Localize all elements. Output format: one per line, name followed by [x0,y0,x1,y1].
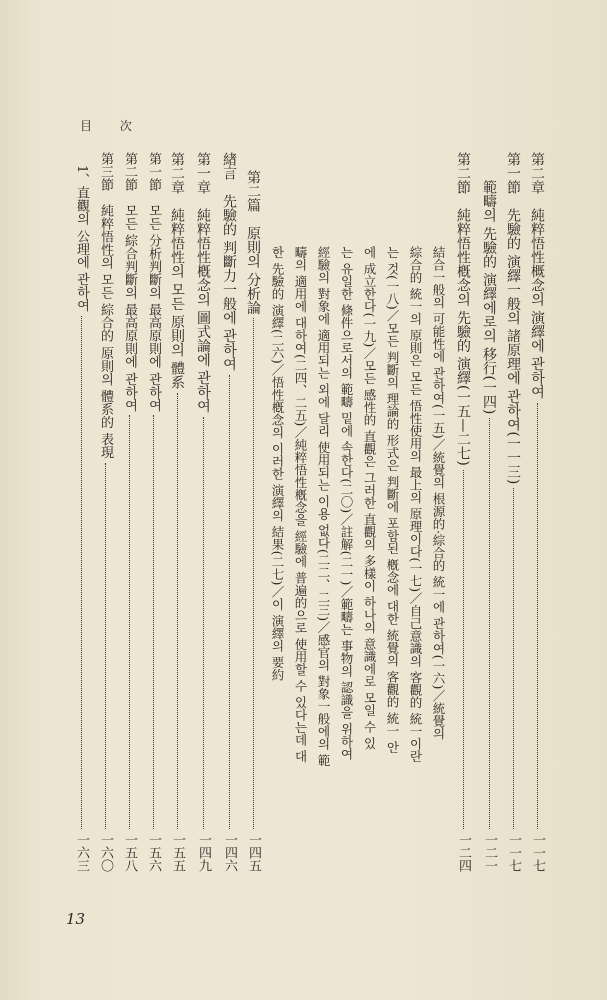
toc-page-number: 一二一 [482,833,497,872]
toc-entry-title: 1、直觀의 公理에 관하여 [74,152,89,312]
toc-entry [242,170,264,872]
toc-entry-title: 第二節 純粹悟性槪念의 先驗的 演繹(一五—二七) [455,152,471,466]
toc-entry-title: 第一節 모든 分析判斷의 最高原則에 관하여 [146,152,161,412]
toc-entry-title: 緖言 先驗的 判斷力一般에 관하여 [221,152,237,371]
toc-entry [478,152,500,872]
leader-dots [253,318,254,829]
toc-page-number: 一六三 [74,833,89,872]
toc-page-number: 一五六 [146,833,161,872]
toc-summary-line: 는 것(一八)／모든 判斷의 理論的 形式은 判斷에 포함된 槪念에 대한 統覺의 客觀的 統一 안 [385,246,400,754]
toc-entry-title: 第二章 純粹悟性의 모든 原則의 體系 [169,152,185,390]
toc-summary-line: 한 先驗的 演繹(二六)／悟性槪念의 이러한 演繹의 結果(二七)／이 演繹의 要約 [270,246,285,681]
leader-dots [129,415,130,829]
toc-entry [166,152,188,872]
toc-entry-title: 範疇의 先驗的 演繹에로의 移行(一四) [481,152,497,415]
toc-summary-line: 에 成立한다(一九)／모든 感性的 直觀은 그러한 直觀의 多樣이 하나의 意識에로 모일 수 있 [362,246,377,750]
toc-entry [192,152,214,872]
toc-entry [452,152,474,872]
leader-dots [513,488,514,829]
toc-entry-title: 第一章 純粹悟性槪念의 圖式論에 관하여 [195,152,211,413]
toc-page-number: 一五五 [170,833,185,872]
toc-entry [94,152,116,872]
toc-entry [218,152,240,872]
toc-summary-line: 綜合的 統一의 原則은 모든 悟性使用의 最上의 原理이다(一七)／自己意識의 客觀的 統一이란 [408,246,423,763]
toc-page-number: 一一七 [530,833,545,872]
toc-page-number: 一四五 [246,833,261,872]
leader-dots [203,417,204,829]
toc-entry [526,152,548,872]
toc-entry [502,152,524,872]
leader-dots [463,470,464,829]
toc-entry [70,152,92,872]
toc-page-number: 一四九 [196,833,211,872]
running-head: 目 次 [80,119,144,133]
page-number: 13 [66,910,86,928]
toc-summary-line: 는 유일한 條件으로서의 範疇 밑에 속한다(二〇)／註解(二一)／範疇는 事物의 認識을 위하여 [339,246,354,760]
leader-dots [177,393,178,829]
toc-summary-line: 疇의 適用에 대하여(二四、二五)／純粹悟性槪念을 經驗에 普遍的으로 使用할 수 있다는데 대 [293,246,308,763]
leader-dots [229,375,230,829]
leader-dots [489,418,490,829]
leader-dots [153,415,154,829]
toc-entry [142,152,164,872]
leader-dots [537,403,538,829]
toc-page-number: 一一七 [506,833,521,872]
toc-entry-title: 第一節 先驗的 演繹一般의 諸原理에 관하여(一一三) [505,152,521,485]
toc-page-number: 一五八 [122,833,137,872]
toc-entry [118,152,140,872]
leader-dots [105,463,106,829]
toc-entry-title: 第二章 純粹悟性概念의 演繹에 관하여 [529,152,545,399]
toc-summary-line: 經驗의 對象에 適用되는 외에 달리 使用되는 이용 없다(二二、二三)／感官의 對象一般에의 範 [316,246,331,767]
toc-entry-title: 第二節 모든 綜合判斷의 最高原則에 관하여 [122,152,137,412]
toc-entry-title: 第二篇 原則의 分析論 [245,170,261,315]
toc-page-number: 一四六 [222,833,237,872]
toc-page-number: 一二四 [456,833,471,872]
toc-page-number: 一六〇 [98,833,113,872]
toc-entry-title: 第三節 純粹悟性의 모든 綜合的 原則의 體系的 表現 [98,152,113,459]
toc-summary-line: 結合一般의 可能性에 관하여(一五)／統覺의 根源的·綜合的 統一에 관하여(一六)／統覺의 [431,246,446,740]
leader-dots [81,316,82,829]
